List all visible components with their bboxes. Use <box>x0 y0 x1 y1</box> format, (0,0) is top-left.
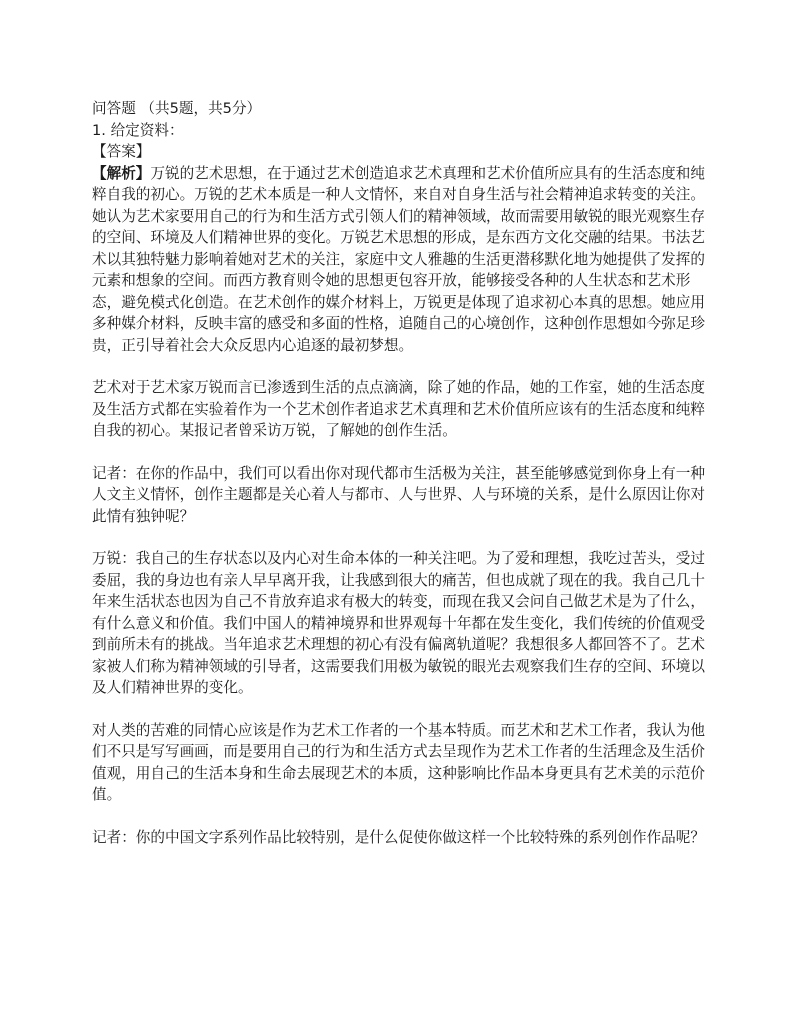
interview-answer: 万锐：我自己的生存状态以及内心对生命本体的一种关注吧。为了爱和理想，我吃过苦头，受过委屈，我的身边也有亲人早早离开我，让我感到很大的痛苦，但也成就了现在的我。我自己几十年来生活状态也因为自己不肯放弃追求有极大的转变，而现在我又会问自己做艺术是为了什么，有什么意义和价值。我们中国人的精神境界和世界观每十年都在发生变化，我们传统的价值观受到前所未有的挑战。当年追求艺术理想的初心有没有偏离轨道呢？我想很多人都回答不了。艺术家被人们称为精神领域的引导者，这需要我们用极为敏锐的眼光去观察我们生存的空间、环境以及人们精神世界的变化。 <box>92 550 705 696</box>
interview-answer-continued: 对人类的苦难的同情心应该是作为艺术工作者的一个基本特质。而艺术和艺术工作者，我认为他们不只是写写画画，而是要用自己的行为和生活方式去呈现作为艺术工作者的生活理念及生活价值观，用自己的生活本身和生命去展现艺术的本质，这种影响比作品本身更具有艺术美的示范价值。 <box>92 721 705 803</box>
interview-question: 记者：在你的作品中，我们可以看出你对现代都市生活极为关注，甚至能够感觉到你身上有一种人文主义情怀，创作主题都是关心着人与都市、人与世界、人与环境的关系，是什么原因让你对此情有独钟呢？ <box>92 464 705 525</box>
analysis-label: 【解析】 <box>92 164 151 182</box>
analysis-paragraph <box>92 163 710 357</box>
document-page <box>92 98 710 848</box>
material-paragraph: 艺术对于艺术家万锐而言已渗透到生活的点点滴滴，除了她的作品，她的工作室，她的生活态度及生活方式都在实验着作为一个艺术创作者追求艺术真理和艺术价值所应该有的生活态度和纯粹自我的初心。某报记者曾采访万锐，了解她的创作生活。 <box>92 379 705 439</box>
analysis-text: 万锐的艺术思想，在于通过艺术创造追求艺术真理和艺术价值所应具有的生活态度和纯粹自我的初心。万锐的艺术本质是一种人文情怀，来自对自身生活与社会精神追求转变的关注。她认为艺术家要用自己的行为和生活方式引领人们的精神领域，故而需要用敏锐的眼光观察生存的空间、环境及人们精神世界的变化。万锐艺术思想的形成，是东西方文化交融的结果。书法艺术以其独特魅力影响着她对艺术的关注，家庭中文人雅趣的生活更潜移默化地为她提供了发挥的元素和想象的空间。而西方教育则令她的思想更包容开放，能够接受各种的人生状态和艺术形态，避免模式化创造。在艺术创作的媒介材料上，万锐更是体现了追求初心本真的思想。她应用多种媒介材料，反映丰富的感受和多面的性格，追随自己的心境创作，这种创作思想如今弥足珍贵，正引导着社会大众反思内心追逐的最初梦想。 <box>92 164 705 354</box>
question-heading: 1. 给定资料： <box>92 121 184 139</box>
answer-label: 【答案】 <box>92 143 151 160</box>
section-title: 问答题 （共5题，共5分） <box>92 100 262 117</box>
interview-question: 记者：你的中国文字系列作品比较特别，是什么促使你做这样一个比较特殊的系列创作作品呢？ <box>92 828 705 846</box>
